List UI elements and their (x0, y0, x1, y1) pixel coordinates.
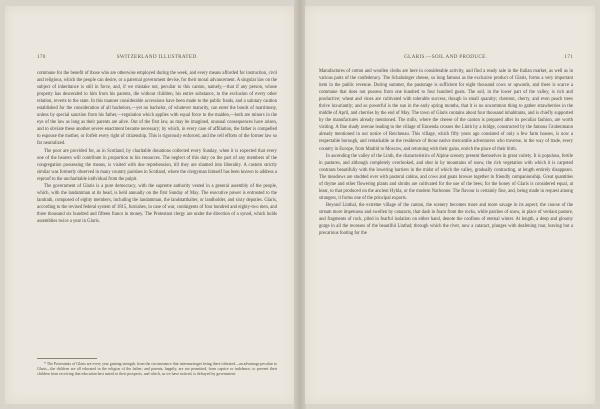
right-page (305, 6, 595, 404)
right-running-title: GLARIS.—SOIL AND PRODUCE. (404, 54, 488, 60)
paragraph: Manufactures of cotton and woollen cloths are here in considerable activity, and find a ready sale in the Italian market, as well as in various parts of the confederacy. The Schabzieger cheese, so long famous as the exclusive product of Glaris, forms a very important item in the public revenue. During summer, the pasturage is sufficient for eight thousand cows or upwards, and there is scarce a commune that does not possess from one hundred to four hundred goats. The soil, in the lower part of the valley, is rich and productive; wheat and vines are cultivated with tolerable success, though in small quantity; chestnut, cherry, and even peach trees thrive luxuriantly; and so powerful is the sun in the early spring months, that it is no uncommon thing to gather strawberries in the middle of April, and cherries by the end of May. The town of Glaris contains about four thousand inhabitants, and is chiefly supported by the manufactures already mentioned. The mills, where the cheese of the canton is prepared after its peculiar fashion, are worth visiting. A fine shady avenue leading to the village of Ennenda crosses the Linth by a bridge, constructed by the famous Grubenmann already mentioned in our notice of Reichenau. This village, which fifty years ago consisted of only a few farm houses, is now a respectable borough, and remarkable as the residence of those native mercantile adventurers who traverse, in the way of trade, every country in Europe, from Madrid to Moscow, and returning with their gains, enrich the place of their birth. (319, 69, 573, 152)
paragraph: The government of Glaris is a pure democracy, with the supreme authority vested in a general assembly of the people, which, with the landamman at its head, is held annually on the first Sunday of May. The executive power is entrusted to the landrath, composed of eighty members, including the landamman, the landstatthalter, or landholder, and sixty deputies. Glaris, according to the revised federal system of 1815, furnishes, in case of war, contingents of four hundred and eighty-two men, and three thousand six hundred and fifteen francs in money. The Protestant clergy are under the direction of a synod, which holds assemblies twice a year in Glaris. (37, 183, 277, 224)
left-page (5, 6, 295, 404)
left-page-header (37, 54, 277, 60)
right-page-body (319, 68, 573, 237)
left-page-number: 170 (37, 54, 46, 60)
right-page-header (319, 54, 573, 60)
footnote-text: * The Protestants of Glaris are every year gaining strength, from the circumstance that intermarriages being there tolerated—an advantage peculiar to Glaris—the children are all educated in the religion of the father; and parents, happily, are not permitted, from caprice or indolence, to prevent their children from receiving that education best suited to their prospects, and which, as we have noticed, is defrayed by government. (37, 362, 277, 377)
footnote (37, 362, 277, 378)
paragraph: The poor are provided for, as in Scotland, by charitable donations collected every Sunday, when it is expected that every one of the hearers will contribute in proportion to his resources. The neglect of this duty on the part of any members of the congregation possessing the means, is visited with due reprehension, till they are shamed into liberality. A custom strictly similar was formerly observed in many country parishes in Scotland, where the clergyman himself has been known to address a reproof to the uncharitable individual from the pulpit. (37, 148, 277, 182)
left-running-title: SWITZERLAND ILLUSTRATED. (116, 54, 198, 60)
right-page-number: 171 (564, 54, 573, 60)
footnote-rule (37, 358, 97, 359)
paragraph: commune for the benefit of those who are otherwise employed during the week, and every means afforded for instruction, civil and religious, which the people can desire, or a paternal government devise, for their moral advancement. A singular law on the subject of inheritance is still in force, and, if we mistake not, peculiar to this canton, namely,—that if any person, whose property has descended to him from his parents, die without children, his entire substance, to the exclusion of every other relation, reverts to the state. In this manner considerable accessions have been made to the public funds, and a salutary caution established for the consideration of all bachelors,—yet no bachelor, of whatever maturity, can enter the bonds of matrimony, unless by special sanction from his father,—regulation which applies with equal force to the maiden,—both are minors in the eye of the law as long as their parents are alive. Out of the first law, as may be imagined, unusual consequences have arisen, and to obviate these another severe enactment became necessary; by which, in every case of affiliation, the father is compelled to espouse the mother, or forfeit every right of citizenship. This is rigorously enforced, and the cell efforts of the former law so far neutralized. (37, 71, 277, 147)
paragraph: In ascending the valley of the Linth, the characteristics of Alpine scenery present themselves in great variety. It is populous, fertile in pastures, and although completely overlooked, and shut in by mountains of snow, the rich vegetation with which it is carpeted contrasts beautifully with the lowering barriers in the midst of which the valley, gradually contracting, at length entirely disappears. The meadows are studded over with pastoral cabins, and cows and goats browse together in friendly companionship. Great quantities of thyme and other flowering plants and shrubs are cultivated for the use of the bees; for the honey of Glaris is considered equal, at least, to that produced on the ancient Hybla, or the modern Narbonne. The flavour is certainly fine, and, being made in request among strangers, it forms one of the principal exports. (319, 153, 573, 201)
left-page-body (37, 70, 277, 225)
paragraph: Beyond Linthal, the extreme village of the canton, the scenery becomes more and more savage in its aspect; the course of the stream more impetuous and swollen by cataracts, that dash in foam from the rocks, while patches of snow, in place of verdant pasture, and fragments of rock, piled in fearful isolation on either hand, denote the confines of eternal winter. At length, a deep and gloomy gorge in all the recesses of the beautiful Linthal; through which the river, now a cataract, plunges with deafening roar, leaving but a precarious footing for the (319, 202, 573, 237)
